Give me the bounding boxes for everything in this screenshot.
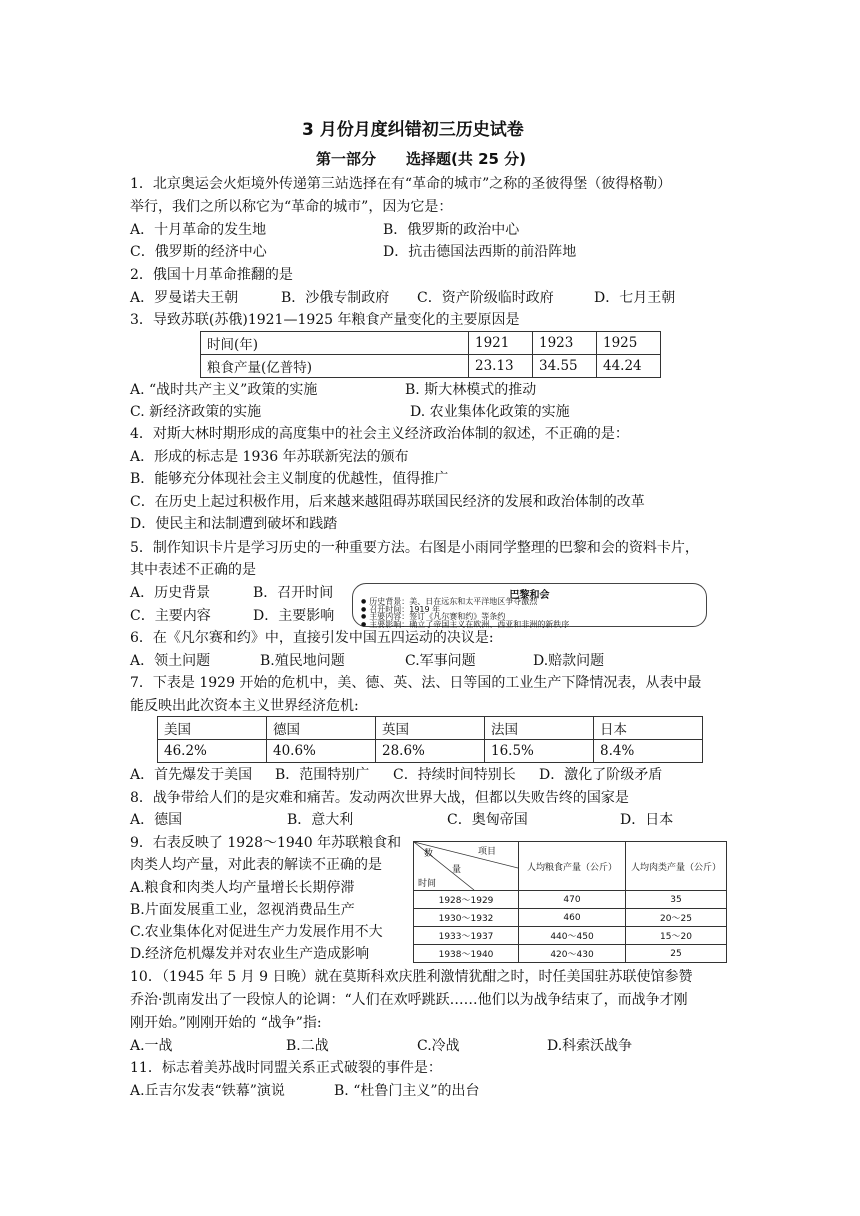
q5-option-d: D．主要影响 (253, 608, 335, 624)
q6-option-d: D.赔款问题 (533, 653, 605, 669)
card-item: ● 历史背景：美、日在远东和太平洋地区争夺激烈 (361, 598, 569, 606)
page-title: 3 月份月度纠错初三历史试卷 (302, 120, 524, 140)
table-cell: 46.2% (158, 740, 267, 763)
table-cell: 1938～1940 (414, 945, 519, 963)
table-cell: 1921 (469, 332, 533, 355)
table-cell: 23.13 (469, 355, 533, 378)
table-cell: 28.6% (376, 740, 485, 763)
table-cell: 25 (626, 945, 727, 963)
q3-option-d: D. 农业集体化政策的实施 (410, 404, 570, 420)
table-row (201, 355, 661, 378)
q8-option-c: C．奥匈帝国 (447, 812, 528, 828)
q7-stem-line2: 能反映出此次资本主义世界经济危机: (130, 698, 359, 714)
table-cell: 44.24 (597, 355, 661, 378)
q4-option-b: B．能够充分体现社会主义制度的优越性，值得推广 (130, 471, 449, 487)
card-item: ● 召开时间：1919 年 (361, 606, 569, 614)
table-row (414, 891, 727, 909)
table-cell: 1928～1929 (414, 891, 519, 909)
q5-stem-line2: 其中表述不正确的是 (130, 562, 256, 578)
q3-option-b: B. 斯大林模式的推动 (405, 382, 537, 398)
table-cell: 法国 (485, 717, 594, 740)
table-cell: 460 (519, 909, 626, 927)
q5-stem-line1: 5．制作知识卡片是学习历史的一种重要方法。右图是小雨同学整理的巴黎和会的资料卡片， (130, 540, 699, 556)
table-row (414, 945, 727, 963)
q10-stem-line3: 刚开始。”刚刚开始的 “战争”指: (130, 1015, 322, 1031)
q7-option-c: C．持续时间特别长 (393, 767, 516, 783)
table-cell: 英国 (376, 717, 485, 740)
corner-label-qty1: 数 (424, 849, 434, 859)
q5-option-a: A．历史背景 (130, 585, 211, 601)
q5-option-c: C．主要内容 (130, 608, 211, 624)
table-cell: 15～20 (626, 927, 727, 945)
q7-option-b: B．范围特别广 (275, 767, 370, 783)
table-row (201, 332, 661, 355)
q1-option-d: D．抗击德国法西斯的前沿阵地 (383, 244, 577, 260)
corner-label-qty2: 量 (452, 865, 462, 875)
q9-option-c: C.农业集体化对促进生产力发展作用不大 (130, 924, 383, 940)
q7-stem-line1: 7．下表是 1929 开始的危机中，美、德、英、法、日等国的工业生产下降情况表，从表中最 (130, 675, 702, 691)
q9-option-a: A.粮食和肉类人均产量增长长期停滞 (130, 880, 355, 896)
paris-conference-card (352, 583, 707, 627)
table-row (414, 927, 727, 945)
table-cell: 8.4% (594, 740, 703, 763)
q4-option-d: D．使民主和法制遭到破坏和践踏 (130, 516, 338, 532)
q3-option-c: C. 新经济政策的实施 (130, 404, 262, 420)
q3-grain-table (200, 331, 661, 378)
q9-stem-line1: 9．右表反映了 1928～1940 年苏联粮食和 (130, 835, 402, 851)
q5-option-b: B．召开时间 (253, 585, 334, 601)
q1-option-a: A．十月革命的发生地 (130, 222, 267, 238)
table-cell: 美国 (158, 717, 267, 740)
table-cell: 德国 (267, 717, 376, 740)
table-cell: 1933～1937 (414, 927, 519, 945)
q10-option-b: B.二战 (286, 1038, 329, 1054)
table-cell: 20～25 (626, 909, 727, 927)
q10-option-a: A.一战 (130, 1038, 173, 1054)
q10-stem-line2: 乔治·凯南发出了一段惊人的论调：“人们在欢呼跳跃……他们以为战争结束了，而战争才刚 (130, 992, 688, 1008)
q4-option-c: C．在历史上起过积极作用，后来越来越阻碍苏联国民经济的发展和政治体制的改革 (130, 494, 645, 510)
q9-soviet-output-table (413, 841, 727, 963)
card-item: ● 主要影响：确立了帝国主义在欧洲、西亚和非洲的新秩序 (361, 621, 569, 629)
q11-option-b: B. “杜鲁门主义”的出台 (334, 1083, 480, 1099)
table-corner-cell (414, 842, 519, 891)
q3-option-a: A. “战时共产主义”政策的实施 (130, 382, 318, 398)
table-cell: 440～450 (519, 927, 626, 945)
q8-option-b: B．意大利 (287, 812, 354, 828)
table-header-cell: 人均肉类产量（公斤） (626, 842, 727, 891)
q2-stem: 2．俄国十月革命推翻的是 (130, 267, 293, 283)
q1-option-c: C．俄罗斯的经济中心 (130, 244, 267, 260)
table-cell: 35 (626, 891, 727, 909)
q1-stem-line1: 1．北京奥运会火炬境外传递第三站选择在有“革命的城市”之称的圣彼得堡（彼得格勒） (130, 176, 672, 192)
q7-option-a: A．首先爆发于美国 (130, 767, 253, 783)
q1-stem-line2: 举行，我们之所以称它为“革命的城市”，因为它是： (130, 199, 453, 215)
table-cell: 1923 (533, 332, 597, 355)
q10-option-c: C.冷战 (417, 1038, 460, 1054)
q8-stem: 8．战争带给人们的是灾难和痛苦。发动两次世界大战，但都以失败告终的国家是 (130, 790, 629, 806)
q4-stem: 4．对斯大林时期形成的高度集中的社会主义经济政治体制的叙述，不正确的是： (130, 426, 629, 442)
q2-option-d: D．七月王朝 (594, 290, 676, 306)
table-cell: 34.55 (533, 355, 597, 378)
table-cell: 420～430 (519, 945, 626, 963)
q9-stem-line2: 肉类人均产量，对此表的解读不正确的是 (130, 857, 382, 873)
q9-option-b: B.片面发展重工业，忽视消费品生产 (130, 902, 355, 918)
table-row (414, 909, 727, 927)
q7-option-d: D．激化了阶级矛盾 (539, 767, 663, 783)
q10-stem-line1: 10．（1945 年 5 月 9 日晚）就在莫斯科欢庆胜利激情犹酣之时，时任美国驻苏联使馆参赞 (130, 969, 693, 985)
card-title: 巴黎和会 (509, 590, 550, 601)
q10-option-d: D.科索沃战争 (547, 1038, 633, 1054)
q2-option-c: C．资产阶级临时政府 (417, 290, 554, 306)
q11-option-a: A.丘吉尔发表“铁幕”演说 (130, 1083, 285, 1099)
q9-option-d: D.经济危机爆发并对农业生产造成影响 (130, 946, 370, 962)
q8-option-d: D．日本 (620, 812, 674, 828)
q1-option-b: B．俄罗斯的政治中心 (383, 222, 520, 238)
table-cell: 1925 (597, 332, 661, 355)
q8-option-a: A．德国 (130, 812, 183, 828)
table-cell: 16.5% (485, 740, 594, 763)
table-cell: 40.6% (267, 740, 376, 763)
corner-label-time: 时间 (418, 879, 437, 889)
table-header-row (414, 842, 727, 891)
q11-stem: 11．标志着美苏战时同盟关系正式破裂的事件是： (130, 1060, 442, 1076)
table-row (158, 717, 703, 740)
q4-option-a: A．形成的标志是 1936 年苏联新宪法的颁布 (130, 449, 409, 465)
q6-option-a: A．领土问题 (130, 653, 211, 669)
table-cell: 时间(年) (201, 332, 469, 355)
q3-stem: 3．导致苏联(苏俄)1921—1925 年粮食产量变化的主要原因是 (130, 312, 520, 328)
q6-stem: 6．在《凡尔赛和约》中，直接引发中国五四运动的决议是: (130, 630, 494, 646)
card-list (361, 598, 569, 628)
q2-option-a: A．罗曼诺夫王朝 (130, 290, 239, 306)
card-item: ● 主要内容：签订《凡尔赛和约》等条约 (361, 613, 569, 621)
table-cell: 粮食产量(亿普特) (201, 355, 469, 378)
table-cell: 日本 (594, 717, 703, 740)
table-header-cell: 人均粮食产量（公斤） (519, 842, 626, 891)
q6-option-c: C.军事问题 (405, 653, 476, 669)
q2-option-b: B．沙俄专制政府 (281, 290, 390, 306)
q7-decline-table (157, 716, 703, 763)
corner-label-item: 项目 (478, 847, 497, 857)
table-cell: 1930～1932 (414, 909, 519, 927)
q6-option-b: B.殖民地问题 (260, 653, 345, 669)
section-heading: 第一部分 选择题(共 25 分) (316, 150, 527, 168)
table-cell: 470 (519, 891, 626, 909)
table-row (158, 740, 703, 763)
